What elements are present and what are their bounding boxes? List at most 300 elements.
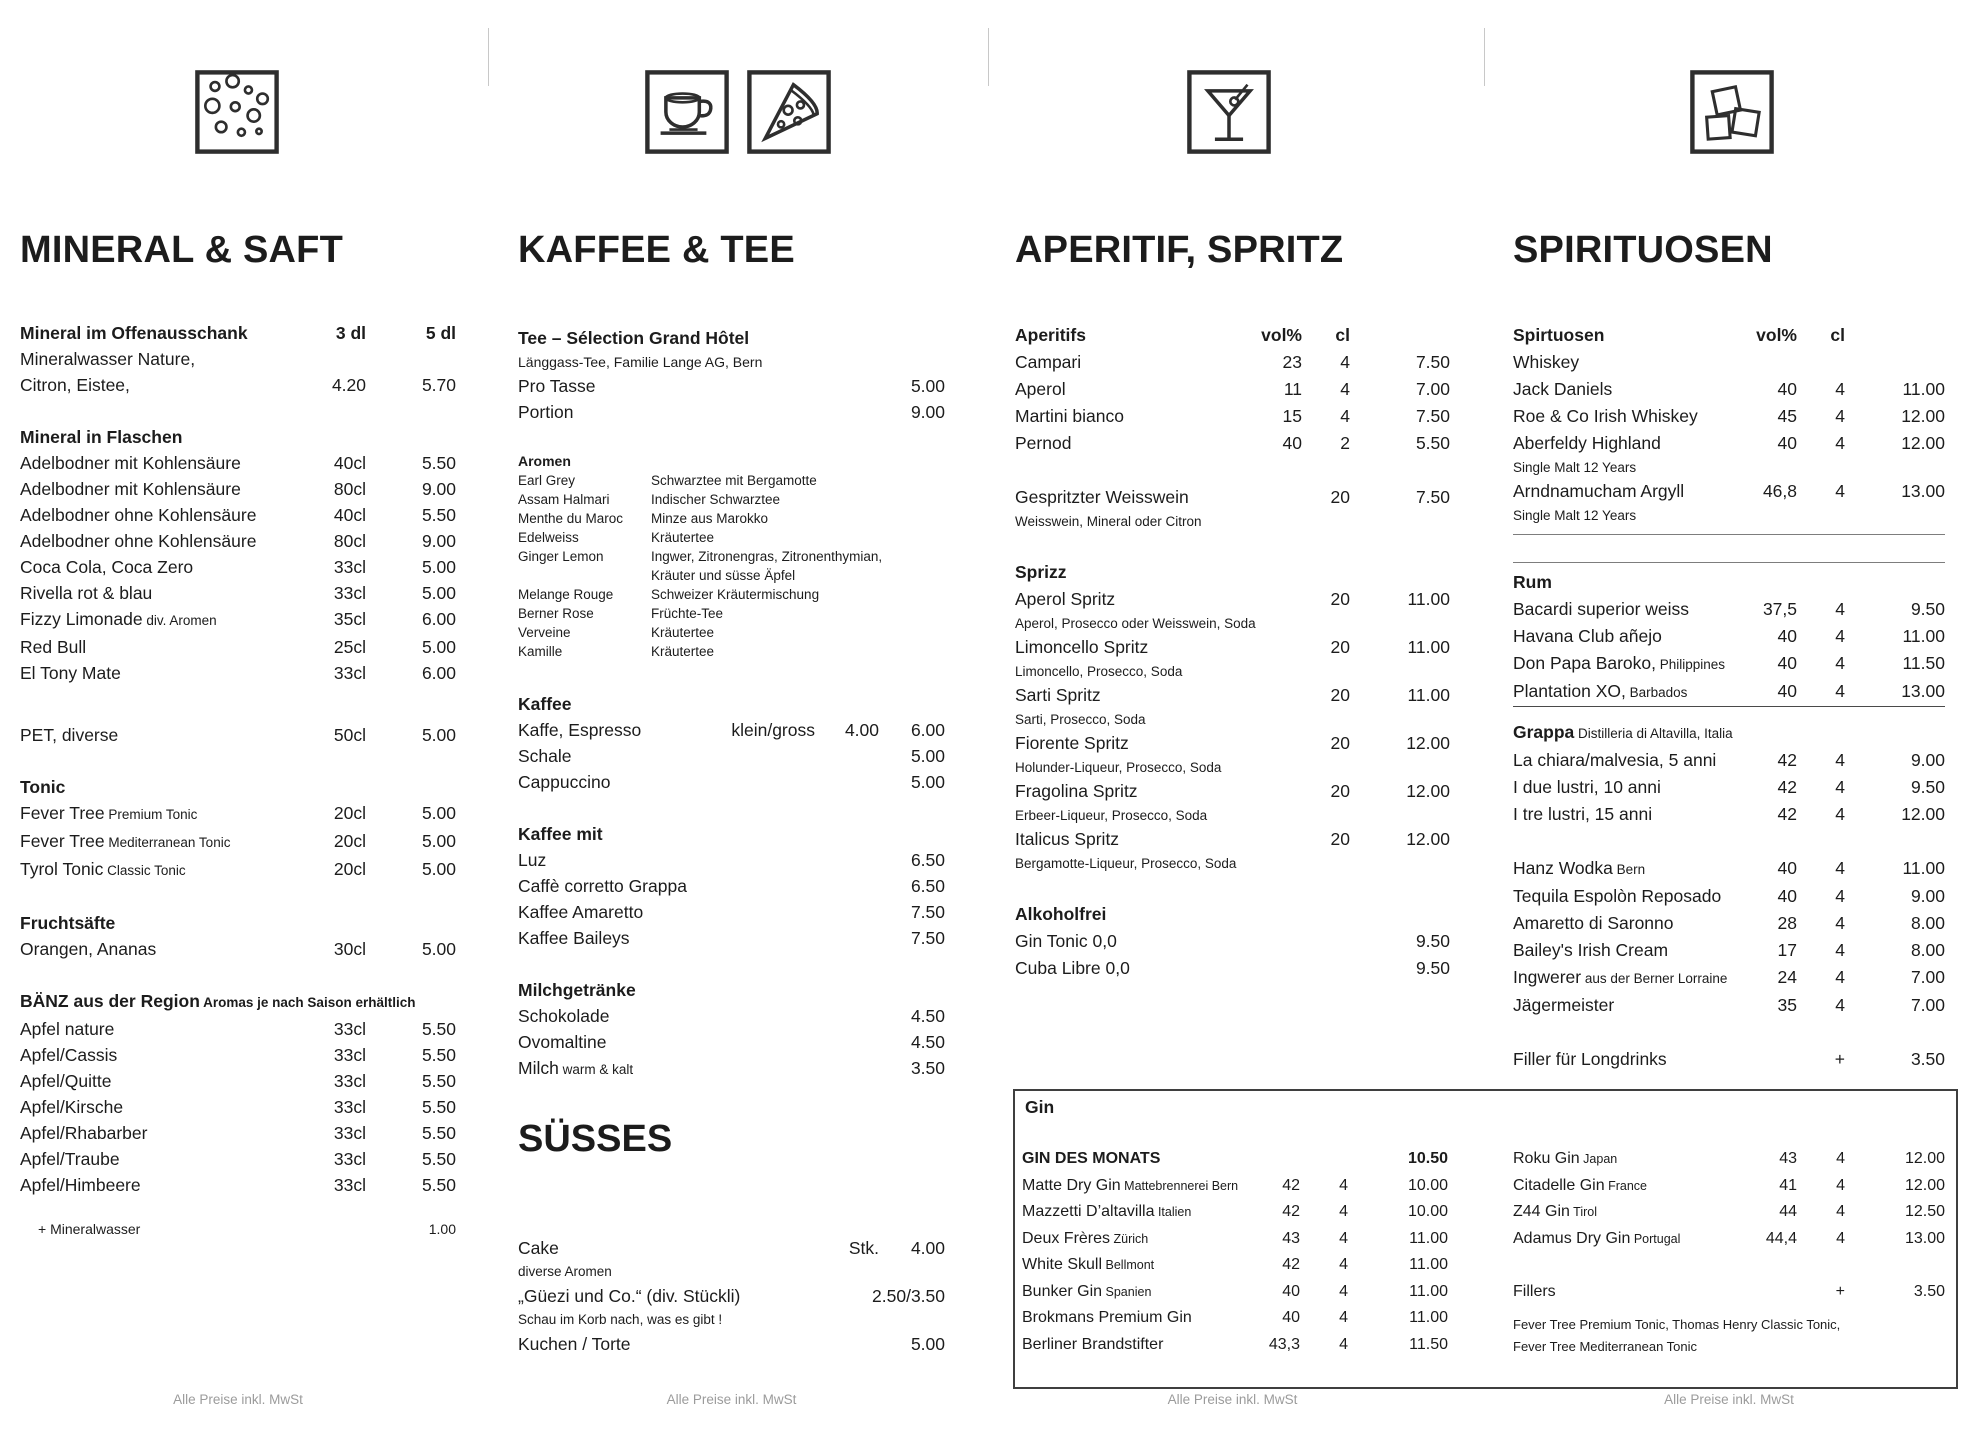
item-name: Adelbodner ohne Kohlensäure: [20, 505, 257, 525]
cell-vol: 46,8: [1762, 481, 1797, 501]
item-name: Ingwerer: [1513, 967, 1582, 987]
menu-row: [1513, 910, 1945, 937]
item-name: Earl Grey: [518, 473, 576, 488]
spacer: [20, 1198, 456, 1218]
item-subtext: Single Malt 12 Years: [1513, 460, 1637, 475]
item-note: aus der Berner Lorraine: [1581, 971, 1728, 986]
cell-size: 4: [1835, 886, 1845, 906]
cell-size: 20: [1330, 589, 1350, 609]
menu-row: [1015, 826, 1450, 874]
menu-row: [20, 634, 456, 660]
cell-size: cl: [1335, 325, 1350, 345]
item-name: Fever Tree: [20, 803, 105, 823]
menu-row: [518, 847, 945, 873]
menu-row: [518, 925, 945, 951]
item-name: Edelweiss: [518, 530, 579, 545]
cell-size: 40cl: [333, 505, 366, 525]
coffee-cup-icon: [643, 68, 731, 156]
item-name: GIN DES MONATS: [1022, 1150, 1161, 1167]
item-name: Red Bull: [20, 637, 87, 657]
item-name: SÜSSES: [518, 1118, 673, 1160]
spacer: [1015, 532, 1450, 559]
item-note: Classic Tonic: [103, 863, 186, 878]
spacer: [1513, 1252, 1945, 1279]
column-title-mineral: MINERAL & SAFT: [20, 229, 343, 271]
item-name: Apfel/Traube: [20, 1149, 120, 1169]
item-name: Milch: [518, 1058, 559, 1078]
cell-size: 4: [1835, 777, 1845, 797]
item-name: Adelbodner mit Kohlensäure: [20, 479, 241, 499]
item-name: Fragolina Spritz: [1015, 781, 1138, 801]
menu-row: [1015, 430, 1450, 457]
gin-list-right: [1513, 1146, 1945, 1358]
cell-price: 5.00: [421, 803, 456, 823]
item-name: White Skull: [1022, 1256, 1103, 1273]
section-header: [518, 451, 945, 471]
menu-row: [518, 1331, 945, 1357]
cell-price: 7.00: [1910, 967, 1945, 987]
item-name: Roe & Co Irish Whiskey: [1513, 406, 1698, 426]
menu-row: [518, 490, 945, 509]
item-note: Aromas je nach Saison erhältlich: [199, 995, 416, 1010]
cell-price: 7.00: [1910, 995, 1945, 1015]
item-name: Mineralwasser Nature,: [20, 349, 196, 369]
menu-row: [20, 1042, 456, 1068]
cell-size: 4: [1339, 1229, 1348, 1247]
cell-size: 33cl: [333, 1045, 366, 1065]
cell-price: 5.00: [910, 1334, 945, 1354]
cell-price: 11.00: [1407, 589, 1450, 609]
menu-row: [1513, 1336, 1945, 1358]
footer-note: Alle Preise inkl. MwSt: [1664, 1392, 1794, 1407]
cell-vol: 42: [1777, 777, 1797, 797]
item-name: Citron, Eistee,: [20, 375, 130, 395]
item-name: Fever Tree Mediterranean Tonic: [1513, 1338, 1698, 1354]
spacer: [20, 748, 456, 774]
cell-size: 4: [1339, 1256, 1348, 1273]
cell-price: 5.50: [421, 1123, 456, 1143]
cell-vol: 40: [1282, 433, 1302, 453]
menu-row: [20, 450, 456, 476]
cell-price: 12.00: [1406, 781, 1450, 801]
cell-price: 5.50: [1415, 433, 1450, 453]
cell-price: 13.00: [1901, 681, 1945, 701]
cell-vol: 24: [1777, 967, 1797, 987]
item-note: Japan: [1579, 1152, 1618, 1166]
martini-glass-icon: [1185, 68, 1273, 156]
spacer: [1015, 457, 1450, 484]
cell-vol: 40: [1777, 653, 1797, 673]
menu-row: [1513, 964, 1945, 992]
item-name: Italicus Spritz: [1015, 829, 1120, 849]
menu-row: [1513, 678, 1945, 707]
aroma-description: Kräutertee: [651, 530, 715, 545]
cell-size: 2: [1340, 433, 1350, 453]
menu-row: [1513, 855, 1945, 883]
cell-price: 10.00: [1407, 1176, 1448, 1194]
menu-row: [20, 1146, 456, 1172]
item-name: Mineral in Flaschen: [20, 427, 183, 447]
menu-column-mineral: [20, 320, 456, 1240]
cell-price: 11.00: [1409, 1282, 1448, 1300]
item-name: „Güezi und Co.“ (div. Stückli): [518, 1286, 741, 1306]
spacer: [1513, 707, 1945, 719]
menu-row: [20, 554, 456, 580]
cell-size: 25cl: [333, 637, 366, 657]
cell-price: 1.00: [428, 1221, 456, 1237]
section-header: [20, 988, 456, 1016]
item-name: Menthe du Maroc: [518, 511, 624, 526]
item-subtext: Single Malt 12 Years: [1513, 508, 1637, 523]
column-title-spirituosen: SPIRITUOSEN: [1513, 229, 1773, 271]
cell-size: 4: [1835, 750, 1845, 770]
spacer: [20, 962, 456, 988]
cell-vol: 43: [1779, 1150, 1797, 1167]
cell-size: 4: [1339, 1176, 1348, 1194]
cell-price: 4.50: [910, 1032, 945, 1052]
item-name: PET, diverse: [20, 725, 119, 745]
cell-size: 80cl: [333, 479, 366, 499]
cell-vol: 42: [1282, 1176, 1300, 1194]
menu-row: [1513, 430, 1945, 478]
item-name: Apfel/Quitte: [20, 1071, 112, 1091]
item-name: Melange Rouge: [518, 587, 614, 602]
spacer: [20, 884, 456, 910]
item-note: Distilleria di Altavilla, Italia: [1574, 726, 1733, 741]
cell-price: 9.50: [1415, 958, 1450, 978]
cell-size: 4: [1835, 653, 1845, 673]
item-name: Tyrol Tonic: [20, 859, 104, 879]
spacer: [20, 686, 456, 722]
menu-row: [518, 509, 945, 528]
item-name: Mineral im Offenausschank: [20, 323, 248, 343]
section-header: [518, 325, 945, 351]
cell-vol: 44,4: [1765, 1229, 1797, 1247]
spacer: [518, 1165, 945, 1235]
section-header: [518, 821, 945, 847]
menu-row: [20, 1068, 456, 1094]
item-name: El Tony Mate: [20, 663, 121, 683]
menu-row: [1015, 634, 1450, 682]
cell-price: 12.00: [1904, 1176, 1945, 1194]
item-name: Matte Dry Gin: [1022, 1176, 1121, 1194]
item-name: Don Papa Baroko,: [1513, 653, 1657, 673]
item-note: Mediterranean Tonic: [104, 835, 231, 850]
cell-size: 3 dl: [335, 323, 366, 343]
spacer: [1513, 1306, 1945, 1314]
cell-size: 20: [1330, 487, 1350, 507]
cell-vol: 42: [1777, 750, 1797, 770]
cell-size: 33cl: [333, 1123, 366, 1143]
menu-row: [1513, 376, 1945, 403]
item-name: Kuchen / Torte: [518, 1334, 631, 1354]
item-note: Spanien: [1102, 1284, 1152, 1299]
cell-size: 20: [1330, 829, 1350, 849]
cell-size: 4: [1339, 1309, 1348, 1326]
item-note: Premium Tonic: [104, 807, 198, 822]
cell-price: 9.50: [1910, 777, 1945, 797]
cell-price: 5.00: [910, 746, 945, 766]
cell-vol: 40: [1777, 858, 1797, 878]
item-name: Verveine: [518, 625, 571, 640]
menu-row: [1513, 478, 1945, 526]
cell-price: 12.00: [1901, 406, 1945, 426]
menu-row: [1022, 1146, 1448, 1173]
cell-price: 5.70: [421, 375, 456, 395]
item-note: Portugal: [1630, 1231, 1681, 1246]
item-subtext: Aperol, Prosecco oder Weisswein, Soda: [1015, 616, 1256, 631]
item-name: Coca Cola, Coca Zero: [20, 557, 194, 577]
menu-row: [518, 547, 945, 585]
menu-row: [20, 722, 456, 748]
item-name: Adelbodner ohne Kohlensäure: [20, 531, 257, 551]
item-name: Gespritzter Weisswein: [1015, 487, 1189, 507]
item-name: Cappuccino: [518, 772, 611, 792]
item-name: Aperitifs: [1015, 325, 1086, 345]
item-name: Rum: [1513, 572, 1552, 592]
item-name: Deux Frères: [1022, 1229, 1111, 1247]
cell-price: 13.00: [1904, 1229, 1945, 1247]
cell-price: 6.50: [910, 850, 945, 870]
cell-price: 7.50: [1415, 406, 1450, 426]
item-name: Caffè corretto Grappa: [518, 876, 687, 896]
cell-size: 4: [1340, 379, 1350, 399]
menu-row: [20, 528, 456, 554]
menu-row: [1513, 774, 1945, 801]
item-name: Kaffee mit: [518, 824, 603, 844]
item-name: Schale: [518, 746, 572, 766]
cell-vol: vol%: [1261, 325, 1302, 345]
cell-price: 6.00: [910, 720, 945, 740]
spacer: [1513, 828, 1945, 855]
cell-size: 80cl: [333, 531, 366, 551]
item-name: Fillers: [1513, 1283, 1556, 1300]
item-name: Kaffee Baileys: [518, 928, 630, 948]
cell-price: 5 dl: [425, 323, 456, 343]
column-title-kaffee: KAFFEE & TEE: [518, 229, 795, 271]
cell-price: 10.00: [1407, 1203, 1448, 1220]
cell-price: 9.00: [421, 531, 456, 551]
item-note: France: [1604, 1178, 1647, 1193]
menu-row: [1513, 1314, 1945, 1336]
menu-row: [1015, 349, 1450, 376]
menu-row: [1513, 801, 1945, 828]
cell-size: 4: [1835, 940, 1845, 960]
cell-size: 4: [1835, 626, 1845, 646]
item-name: Aperol: [1015, 379, 1066, 399]
cell-size: 4.20: [331, 375, 366, 395]
cell-price: 5.50: [421, 1019, 456, 1039]
footer-note: Alle Preise inkl. MwSt: [666, 1392, 797, 1407]
item-name: Campari: [1015, 352, 1082, 372]
cell-price: 5.50: [421, 453, 456, 473]
bubbles-icon: [193, 68, 281, 156]
section-header: [1513, 719, 1945, 747]
item-name: Adelbodner mit Kohlensäure: [20, 453, 241, 473]
item-name: Fever Tree: [20, 831, 105, 851]
spacer: [1513, 1019, 1945, 1046]
aroma-description: Minze aus Marokko: [651, 511, 769, 526]
spacer: [518, 1083, 945, 1113]
cell-price: 5.50: [421, 1097, 456, 1117]
cell-size: 4: [1836, 1176, 1845, 1194]
item-name: Filler für Longdrinks: [1513, 1049, 1667, 1069]
item-subtext: Bergamotte-Liqueur, Prosecco, Soda: [1015, 856, 1237, 871]
cell-price: 9.00: [1910, 886, 1945, 906]
cell-vol: 40: [1777, 626, 1797, 646]
spacer: [518, 951, 945, 977]
cell-price: 12.00: [1901, 433, 1945, 453]
cell-size: 20: [1330, 637, 1350, 657]
cell-size: 33cl: [333, 1019, 366, 1039]
cell-size: 4: [1835, 804, 1845, 824]
section-header: [1015, 322, 1450, 349]
item-name: Rivella rot & blau: [20, 583, 153, 603]
section-header: [20, 320, 456, 346]
item-name: Gin Tonic 0,0: [1015, 931, 1117, 951]
cell-vol: 23: [1282, 352, 1302, 372]
cell-vol: 40: [1777, 379, 1797, 399]
cell-price: 5.00: [421, 583, 456, 603]
menu-column-spirituosen: [1513, 322, 1945, 1073]
cell-size: 40cl: [333, 453, 366, 473]
item-name: I due lustri, 10 anni: [1513, 777, 1661, 797]
cell-price: 5.00: [910, 376, 945, 396]
cell-price: 5.50: [421, 1149, 456, 1169]
section-header: [1015, 901, 1450, 928]
cell-price: 12.00: [1901, 804, 1945, 824]
item-name: Bunker Gin: [1022, 1282, 1103, 1300]
cell-size: 4: [1835, 481, 1845, 501]
cell-size: +: [1834, 1049, 1845, 1069]
item-name: Fizzy Limonade: [20, 609, 143, 629]
cell-price: 5.50: [421, 1175, 456, 1195]
cell-size: 4: [1340, 352, 1350, 372]
section-header: [20, 910, 456, 936]
item-subtext: Weisswein, Mineral oder Citron: [1015, 514, 1202, 529]
aroma-description: Kräutertee: [651, 625, 715, 640]
menu-row: [1015, 484, 1450, 532]
cell-price: 9.50: [1415, 931, 1450, 951]
item-note: Zürich: [1110, 1231, 1149, 1246]
item-name: Kaffee: [518, 694, 572, 714]
cell-price: 2.50/3.50: [872, 1286, 945, 1306]
menu-row: [518, 717, 945, 743]
menu-row: [1513, 992, 1945, 1019]
cell-price: 5.50: [421, 1045, 456, 1065]
menu-row: [20, 936, 456, 962]
item-name: Hanz Wodka: [1513, 858, 1613, 878]
cell-size: 4: [1835, 406, 1845, 426]
cell-size: 4: [1835, 379, 1845, 399]
menu-row: [518, 373, 945, 399]
menu-row: [20, 346, 456, 372]
cell-size: 4: [1835, 967, 1845, 987]
item-name: Citadelle Gin: [1513, 1176, 1605, 1194]
cell-size: 4: [1835, 858, 1845, 878]
item-name: Spirtuosen: [1513, 325, 1605, 345]
item-name: Aromen: [518, 453, 571, 469]
item-name: Apfel/Himbeere: [20, 1175, 141, 1195]
column-divider: [1484, 28, 1485, 86]
menu-row: [1015, 730, 1450, 778]
menu-row: [518, 585, 945, 604]
section-header: [518, 691, 945, 717]
aroma-description: Kräutertee: [651, 644, 715, 659]
menu-row: [1513, 403, 1945, 430]
cell-price: 11.00: [1409, 1229, 1448, 1247]
item-name: Brokmans Premium Gin: [1022, 1309, 1192, 1326]
menu-row: [20, 1172, 456, 1198]
item-subtext: Schau im Korb nach, was es gibt !: [518, 1312, 723, 1327]
cell-size: 50cl: [333, 725, 366, 745]
item-name: Pro Tasse: [518, 376, 596, 396]
menu-row: [518, 1003, 945, 1029]
section-header: [1513, 322, 1945, 349]
item-name: Roku Gin: [1513, 1150, 1580, 1167]
cell-price: 10.50: [1407, 1150, 1448, 1167]
section-title: [518, 1113, 945, 1165]
menu-row: [518, 873, 945, 899]
cell-size: 20cl: [333, 859, 366, 879]
item-name: I tre lustri, 15 anni: [1513, 804, 1653, 824]
menu-row: [20, 606, 456, 634]
column-divider: [988, 28, 989, 86]
item-name: Luz: [518, 850, 547, 870]
cell-vol: 40: [1777, 433, 1797, 453]
footer-note: Alle Preise inkl. MwSt: [1167, 1392, 1298, 1407]
item-note: div. Aromen: [142, 613, 217, 628]
menu-row: [518, 899, 945, 925]
cell-vol: 43,3: [1268, 1335, 1300, 1353]
menu-row: [20, 856, 456, 884]
item-subtext: Limoncello, Prosecco, Soda: [1015, 664, 1183, 679]
item-name: Aperol Spritz: [1015, 589, 1116, 609]
item-name: Arndnamucham Argyll: [1513, 481, 1685, 501]
cell-vol: 42: [1777, 804, 1797, 824]
item-name: Ginger Lemon: [518, 549, 604, 564]
aroma-description: Schweizer Kräutermischung: [651, 587, 820, 602]
cell-price: 9.50: [1910, 599, 1945, 619]
cell-price: 11.00: [1902, 858, 1945, 878]
menu-row: [1015, 778, 1450, 826]
item-name: Apfel/Cassis: [20, 1045, 118, 1065]
cell-price: 5.00: [421, 939, 456, 959]
item-name: Fever Tree Premium Tonic, Thomas Henry Classic Tonic,: [1513, 1316, 1841, 1332]
cell-size: 33cl: [333, 663, 366, 683]
menu-row: [518, 1235, 945, 1283]
menu-row: [1513, 1226, 1945, 1253]
item-name: Schokolade: [518, 1006, 610, 1026]
item-name: Plantation XO,: [1513, 681, 1626, 701]
cell-size: Stk.: [848, 1238, 879, 1258]
cell-size: 4: [1835, 681, 1845, 701]
item-subtext: Erbeer-Liqueur, Prosecco, Soda: [1015, 808, 1208, 823]
cell-vol: 43: [1282, 1229, 1300, 1247]
cell-price: 11.50: [1902, 653, 1945, 673]
menu-row: [1513, 747, 1945, 774]
item-note: Philippines: [1656, 657, 1726, 672]
menu-column-kaffee: [518, 325, 945, 1357]
item-name: La chiara/malvesia, 5 anni: [1513, 750, 1717, 770]
item-name: Amaretto di Saronno: [1513, 913, 1674, 933]
item-name: Apfel/Kirsche: [20, 1097, 124, 1117]
menu-row: [1015, 955, 1450, 982]
cell-price: 11.00: [1409, 1309, 1448, 1326]
menu-row: [518, 604, 945, 623]
item-name: Aberfeldy Highland: [1513, 433, 1661, 453]
item-note: Barbados: [1625, 685, 1688, 700]
